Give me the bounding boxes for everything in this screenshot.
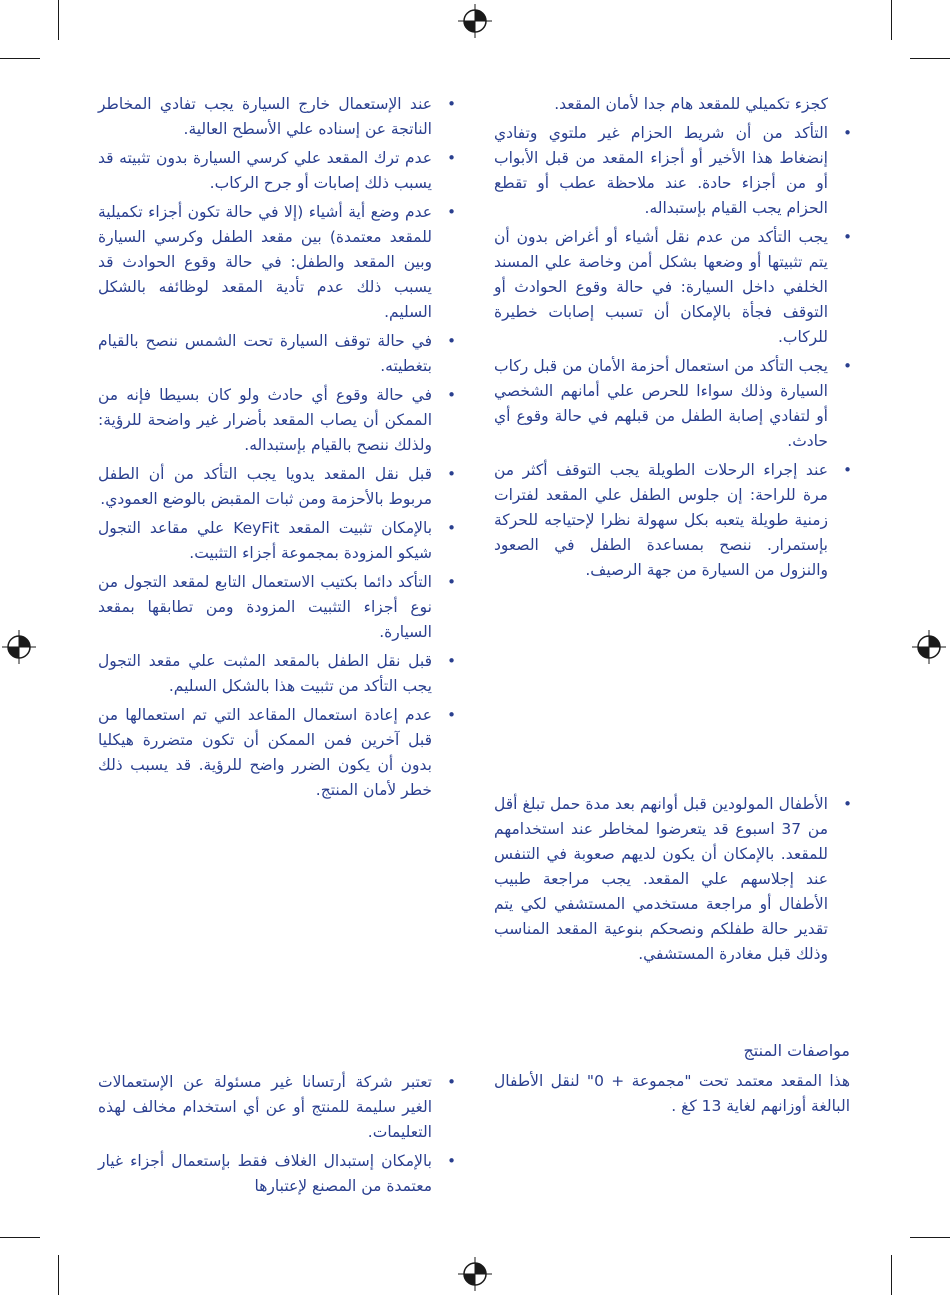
left-column bbox=[98, 92, 456, 807]
disclaimer-list bbox=[98, 1070, 456, 1199]
list-item: • الأطفال المولودين قبل أوانهم بعد مدة حمل تبلغ أقل من 37 اسبوع قد يتعرضوا لمخاطر عند استخدامهم للمقعد. بالإمكان أن يكون لديهم صعوبة في التنفس عند إجلاسهم علي المقعد. يجب مراجعة طبيب الأطفال أو مراجعة مستخدمي المستشفي لكي يتم تقدير حالة طفلكم ونصحكم بنوعية المقعد المناسب وذلك قبل مغادرة المستشفي. bbox=[494, 792, 828, 967]
list-item: • عدم وضع أية أشياء (إلا في حالة تكون أجزاء تكميلية للمقعد معتمدة) بين مقعد الطفل وكرسي السيارة وبين المقعد والطفل: في حالة وقوع الحوادث قد يسبب ذلك عدم تأدية المقعد لوظائفه بالشكل السليم. bbox=[98, 200, 432, 325]
bullet-icon: • bbox=[843, 461, 852, 479]
list-item: • عند إجراء الرحلات الطويلة يجب التوقف أكثر من مرة للراحة: إن جلوس الطفل علي المقعد لفترات زمنية طويلة يتعبه بكل سهولة نظرا لإحتياجه للحركة بإستمرار. ننصح بمساعدة الطفل في الصعود والنزول من السيارة من جهة الرصيف. bbox=[494, 458, 828, 583]
spec-heading: مواصفات المنتج bbox=[743, 1041, 850, 1060]
bullet-icon: • bbox=[447, 465, 456, 483]
list-item: • قبل نقل الطفل بالمقعد المثبت علي مقعد التجول يجب التأكد من تثبيت هذا بالشكل السليم. bbox=[98, 649, 432, 699]
list-item: • عند الإستعمال خارج السيارة يجب تفادي المخاطر الناتجة عن إسناده علي الأسطح العالية. bbox=[98, 92, 432, 142]
registration-mark-bottom-icon bbox=[458, 1257, 492, 1291]
list-item: • يجب التأكد من استعمال أحزمة الأمان من قبل ركاب السيارة وذلك سواءا للحرص علي أمانهم الشخصي أو لتفادي إصابة الطفل من قبلهم في حالة وقوع أي حادث. bbox=[494, 354, 828, 454]
crop-mark-top-right-h bbox=[910, 58, 950, 59]
registration-mark-top-icon bbox=[458, 4, 492, 38]
crop-mark-top-right-v bbox=[891, 0, 892, 40]
bullet-icon: • bbox=[843, 124, 852, 142]
bullet-icon: • bbox=[447, 519, 456, 537]
list-item: • التأكد دائما بكتيب الاستعمال التابع لمقعد التجول من نوع أجزاء التثبيت المزودة ومن تطابقها بمقعد السيارة. bbox=[98, 570, 432, 645]
left-warning-list bbox=[98, 92, 456, 803]
crop-mark-bottom-right-v bbox=[891, 1255, 892, 1295]
bullet-icon: • bbox=[447, 95, 456, 113]
bullet-icon: • bbox=[843, 357, 852, 375]
right-column-premature bbox=[494, 792, 852, 971]
list-item: • عدم ترك المقعد علي كرسي السيارة بدون تثبيته قد يسبب ذلك إصابات أو جرح الركاب. bbox=[98, 146, 432, 196]
list-item: • في حالة توقف السيارة تحت الشمس ننصح بالقيام بتغطيته. bbox=[98, 329, 432, 379]
list-item: • تعتبر شركة أرتسانا غير مسئولة عن الإستعمالات الغير سليمة للمنتج أو عن أي استخدام مخالف لهذه التعليمات. bbox=[98, 1070, 432, 1145]
bullet-icon: • bbox=[447, 652, 456, 670]
bullet-icon: • bbox=[843, 228, 852, 246]
bullet-icon: • bbox=[447, 706, 456, 724]
premature-list bbox=[494, 792, 852, 967]
list-item: • في حالة وقوع أي حادث ولو كان بسيطا فإنه من الممكن أن يصاب المقعد بأضرار غير واضحة للرؤية: ولذلك ننصح بالقيام بإستبداله. bbox=[98, 383, 432, 458]
bullet-icon: • bbox=[447, 1152, 456, 1170]
crop-mark-top-left-v bbox=[58, 0, 59, 40]
bullet-icon: • bbox=[843, 795, 852, 813]
right-column-continuation: كجزء تكميلي للمقعد هام جدا لأمان المقعد. bbox=[554, 95, 828, 113]
crop-mark-bottom-left-v bbox=[58, 1255, 59, 1295]
crop-mark-bottom-left-h bbox=[0, 1237, 40, 1238]
list-item: • يجب التأكد من عدم نقل أشياء أو أغراض بدون أن يتم تثبيتها أو وضعها بشكل أمن وخاصة علي المسند الخلفي داخل السيارة: في حالة وقوع الحوادث أو التوقف فجأة بالإمكان أن تسبب إصابات خطيرة للركاب. bbox=[494, 225, 828, 350]
bullet-icon: • bbox=[447, 386, 456, 404]
list-item: • التأكد من أن شريط الحزام غير ملتوي وتفادي إنضغاط هذا الأخير أو أجزاء المقعد من قبل الأبواب أو من أجزاء حادة. عند ملاحظة عطب أو تقطع الحزام يجب القيام بإستبداله. bbox=[494, 121, 828, 221]
crop-mark-top-left-h bbox=[0, 58, 40, 59]
list-item: • بالإمكان إستبدال الغلاف فقط بإستعمال أجزاء غيار معتمدة من المصنع لإعتبارها bbox=[98, 1149, 432, 1199]
crop-mark-bottom-right-h bbox=[910, 1237, 950, 1238]
bullet-icon: • bbox=[447, 149, 456, 167]
product-spec-section bbox=[494, 1038, 850, 1119]
list-item: • عدم إعادة استعمال المقاعد التي تم استعمالها من قبل آخرين فمن الممكن أن تكون متضررة هيكليا بدون أن يكون الضرر واضح للرؤية. قد يسبب ذلك خطر لأمان المنتج. bbox=[98, 703, 432, 803]
list-item: • قبل نقل المقعد يدويا يجب التأكد من أن الطفل مربوط بالأحزمة ومن ثبات المقبض بالوضع العمودي. bbox=[98, 462, 432, 512]
list-item: • بالإمكان تثبيت المقعد KeyFit علي مقاعد التجول شيكو المزودة بمجموعة أجزاء التثبيت. bbox=[98, 516, 432, 566]
registration-mark-right-icon bbox=[912, 630, 946, 664]
right-warning-list bbox=[494, 121, 852, 583]
bullet-icon: • bbox=[447, 332, 456, 350]
bullet-icon: • bbox=[447, 1073, 456, 1091]
bullet-icon: • bbox=[447, 573, 456, 591]
left-column-bottom bbox=[98, 1070, 456, 1203]
registration-mark-left-icon bbox=[2, 630, 36, 664]
spec-text: هذا المقعد معتمد تحت "مجموعة + 0" لنقل الأطفال البالغة أوزانهم لغاية 13 كغ . bbox=[494, 1072, 850, 1115]
bullet-icon: • bbox=[447, 203, 456, 221]
right-column bbox=[494, 92, 852, 587]
